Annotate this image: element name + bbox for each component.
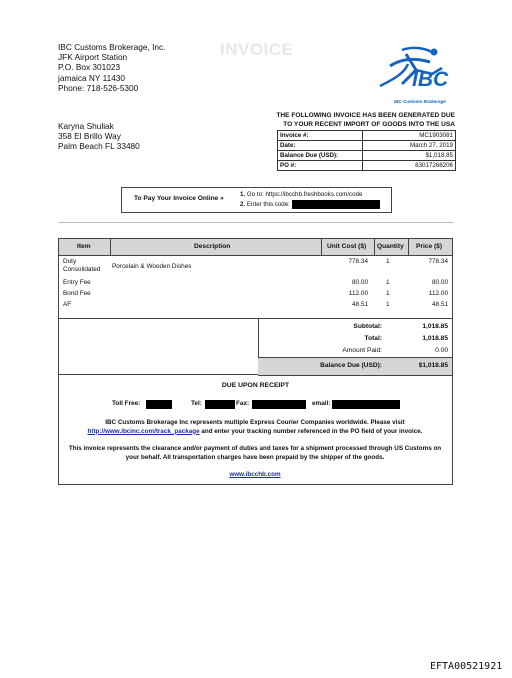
- recipient-street: 358 El Brillo Way: [58, 131, 121, 141]
- redaction-email: [332, 400, 400, 409]
- sender-address: [58, 42, 165, 93]
- track-package-link[interactable]: http://www.ibcinc.com/track_package: [87, 427, 200, 435]
- col-divider: [321, 239, 322, 255]
- pay-url[interactable]: Go to: https://ibcchb.freshbooks.com/code: [246, 191, 363, 198]
- row4-price: 48.51: [432, 301, 448, 308]
- fax-label: Fax:: [236, 400, 250, 407]
- divider: [58, 222, 454, 223]
- email-label: email:: [312, 400, 331, 407]
- redaction-toll-free: [146, 400, 172, 409]
- step1-number: 1.: [240, 191, 246, 198]
- courier-text: IBC Customs Brokerage Inc represents multiple Express Courier Companies worldwide. Please visit: [105, 419, 405, 426]
- balance-due-label: Balance Due (USD):: [278, 151, 363, 161]
- step2-number: 2.: [240, 201, 246, 209]
- row2-unit-cost: 80.00: [352, 279, 368, 286]
- summary-balance-value: $1,018.85: [418, 362, 448, 369]
- date-label: Date:: [278, 141, 363, 151]
- header-quantity: Quantity: [377, 243, 404, 250]
- col-divider: [374, 239, 375, 255]
- invoice-number-label: Invoice #:: [278, 131, 363, 141]
- col-divider: [408, 239, 409, 255]
- logo-tagline: IBC Customs Brokerage: [394, 99, 446, 104]
- row1-description: Porcelain & Wooden Dishes: [112, 263, 192, 270]
- row2-quantity: 1: [386, 279, 390, 286]
- ibc-logo: [372, 44, 460, 106]
- courier-text-end: and enter your tracking number referenced in the PO field of your invoice.: [199, 427, 423, 435]
- balance-due-value: $1,018.85: [363, 151, 456, 161]
- amount-paid-value: 0.00: [435, 347, 448, 354]
- invoice-watermark: INVOICE: [220, 40, 294, 59]
- row4-unit-cost: 48.51: [352, 301, 368, 308]
- toll-free-label: Toll Free:: [112, 400, 141, 407]
- website-link[interactable]: www.ibcchb.com: [229, 471, 281, 478]
- sender-line1: JFK Airport Station: [58, 52, 128, 63]
- header-item: Item: [77, 243, 91, 250]
- header-description: Description: [194, 243, 231, 250]
- row1-item: Duty Consolidated: [63, 258, 101, 273]
- tel-label: Tel:: [191, 400, 202, 407]
- import-notice: [262, 112, 455, 129]
- redaction-tel: [205, 400, 235, 409]
- sender-name: IBC Customs Brokerage, Inc.: [58, 42, 166, 52]
- row1-price: 778.34: [428, 258, 448, 265]
- invoice-date: March 27, 2019: [363, 141, 456, 151]
- invoice-number: MC1903081: [363, 131, 456, 141]
- pay-online-box: [121, 187, 392, 213]
- summary-balance-label: Balance Due (USD):: [320, 362, 382, 369]
- summary-top-line: [59, 318, 452, 319]
- sender-line2: P.O. Box 301023: [58, 62, 121, 73]
- row3-quantity: 1: [386, 290, 390, 297]
- po-label: PO #:: [278, 161, 363, 171]
- row3-unit-cost: 112.00: [348, 290, 368, 297]
- enter-code-label: Enter this code:: [246, 201, 290, 209]
- courier-paragraph: [62, 419, 448, 436]
- due-upon-receipt: DUE UPON RECEIPT: [221, 382, 290, 389]
- row1-unit-cost: 778.34: [348, 258, 368, 265]
- invoice-info-table: [277, 130, 456, 171]
- redaction-code: [292, 200, 380, 209]
- row3-item: Bond Fee: [63, 290, 91, 297]
- row4-item: AF: [63, 301, 72, 308]
- amount-paid-label: Amount Paid:: [342, 347, 382, 354]
- recipient-address: [58, 121, 140, 151]
- row2-price: 80.00: [432, 279, 448, 286]
- recipient-city: Palm Beach FL 33480: [58, 141, 140, 151]
- redaction-fax: [252, 400, 306, 409]
- total-label: Total:: [364, 335, 382, 342]
- header-unit-cost: Unit Cost ($): [327, 243, 367, 250]
- logo-text: IBC: [412, 68, 449, 91]
- row3-price: 112.00: [428, 290, 448, 297]
- row2-item: Entry Fee: [63, 279, 91, 286]
- total-value: 1,018.85: [422, 335, 448, 342]
- subtotal-label: Subtotal:: [353, 323, 382, 330]
- row4-quantity: 1: [386, 301, 390, 308]
- notice-line2: TO YOUR RECENT IMPORT OF GOODS INTO THE USA: [283, 120, 455, 128]
- row1-quantity: 1: [386, 258, 390, 265]
- clearance-paragraph: This invoice represents the clearance and/or payment of duties and taxes for a shipment processed through US Customs on your behalf. All transportation charges have been prepaid by the shipper of the goods.: [68, 445, 442, 461]
- pay-online-steps: [240, 190, 380, 210]
- col-divider: [110, 239, 111, 255]
- subtotal-value: 1,018.85: [422, 323, 448, 330]
- pay-online-label: To Pay Your Invoice Online »: [134, 195, 224, 202]
- sender-phone: Phone: 718-526-5300: [58, 82, 139, 93]
- po-number: 83017268206: [363, 161, 456, 171]
- document-id: EFTA00521921: [430, 661, 503, 672]
- sender-line3: jamaica NY 11430: [58, 72, 126, 83]
- header-price: Price ($): [416, 243, 443, 250]
- recipient-name: Karyna Shuliak: [58, 121, 114, 131]
- notice-line1: THE FOLLOWING INVOICE HAS BEEN GENERATED DUE: [276, 112, 455, 119]
